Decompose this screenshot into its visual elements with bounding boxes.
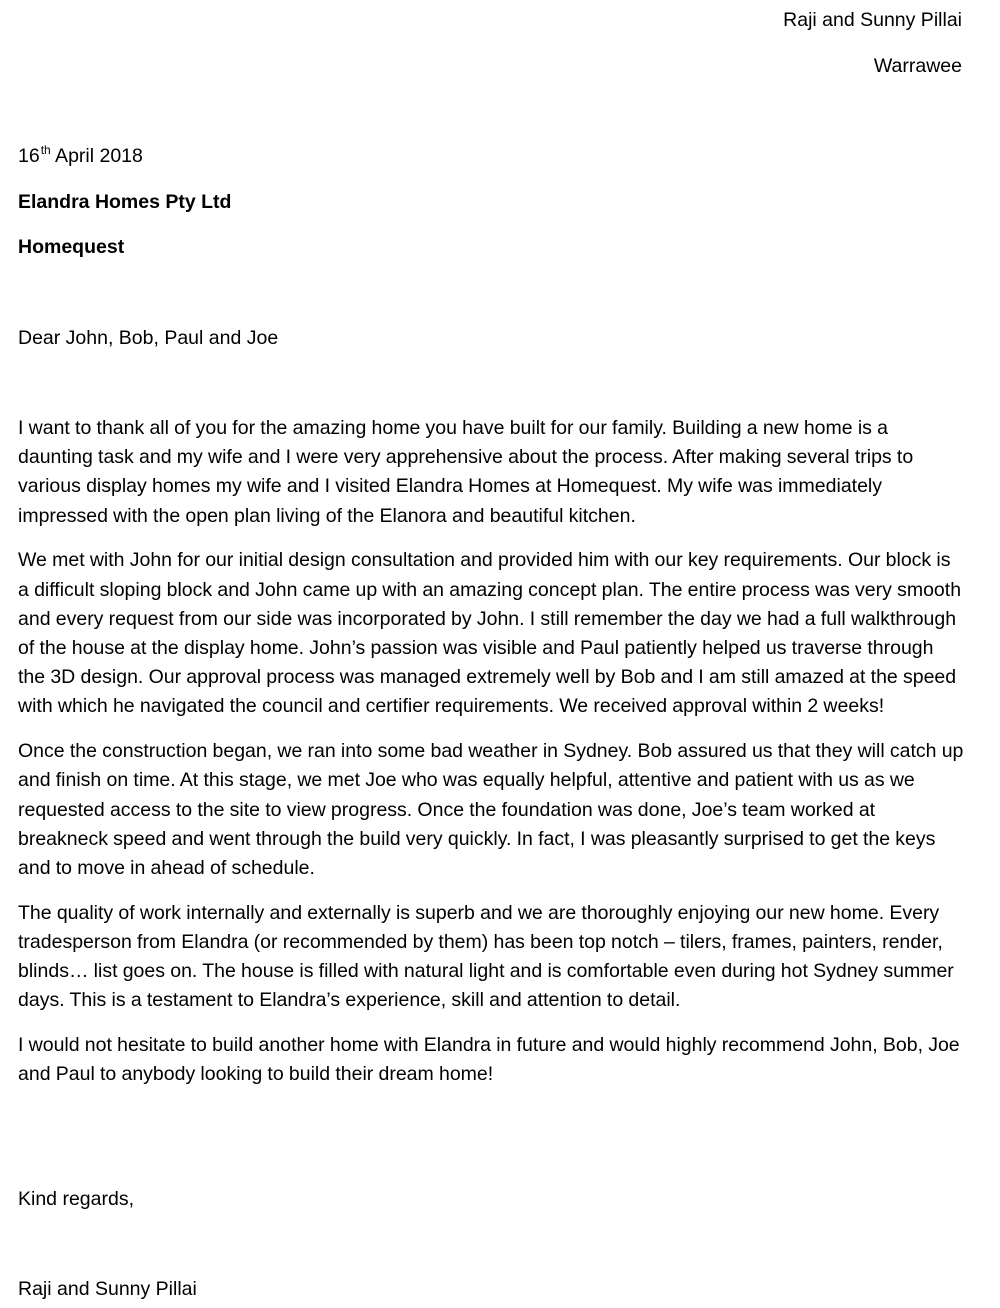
letter-date xyxy=(18,142,964,171)
body-paragraph: Once the construction began, we ran into some bad weather in Sydney. Bob assured us that they will catch up and finish on time. At this stage, we met Joe who was equally helpful, attentive and patient with us as we requested access to the site to view progress. Once the foundation was done, Joe’s team worked at breakneck speed and went through the build very quickly. In fact, I was pleasantly surprised to get the keys and to move in ahead of schedule. xyxy=(18,740,964,880)
body-paragraph: We met with John for our initial design consultation and provided him with our key requirements. Our block is a difficult sloping block and John came up with an amazing concept plan. The entire process was very smooth and every request from our side was incorporated by John. I still remember the day we had a full walkthrough of the house at the display home. John’s passion was visible and Paul patiently helped us traverse through the 3D design. Our approval process was managed extremely well by Bob and I am still amazed at the speed with which he navigated the council and certifier requirements. We received approval within 2 weeks! xyxy=(18,549,962,718)
sender-suburb: Warrawee xyxy=(873,55,962,77)
recipient-company: Elandra Homes Pty Ltd xyxy=(18,191,232,213)
date-suffix: th xyxy=(40,143,51,157)
salutation: Dear John, Bob, Paul and Joe xyxy=(18,327,279,349)
sender-name: Raji and Sunny Pillai xyxy=(783,9,962,31)
body-paragraph: I want to thank all of you for the amazing home you have built for our family. Building a new home is a daunting task and my wife and I were very apprehensive about the process. After making several trips to various display homes my wife and I visited Elandra Homes at Homequest. My wife was immediately impressed with the open plan living of the Elanora and beautiful kitchen. xyxy=(18,417,914,527)
date-day: 16 xyxy=(18,145,40,167)
body-paragraph: I would not hesitate to build another home with Elandra in future and would highly recommend John, Bob, Joe and Paul to anybody looking to build their dream home! xyxy=(18,1034,960,1086)
body-paragraph: The quality of work internally and externally is superb and we are thoroughly enjoying our new home. Every tradesperson from Elandra (or recommended by them) has been top notch – tilers, frames, painters, render, blinds… list goes on. The house is filled with natural light and is comfortable even during hot Sydney summer days. This is a testament to Elandra’s experience, skill and attention to detail. xyxy=(18,901,954,1012)
date-rest: April 2018 xyxy=(50,145,143,167)
signature: Raji and Sunny Pillai xyxy=(18,1278,197,1300)
closing: Kind regards, xyxy=(18,1188,134,1210)
letter-body xyxy=(18,414,964,1105)
recipient-location: Homequest xyxy=(18,236,125,258)
